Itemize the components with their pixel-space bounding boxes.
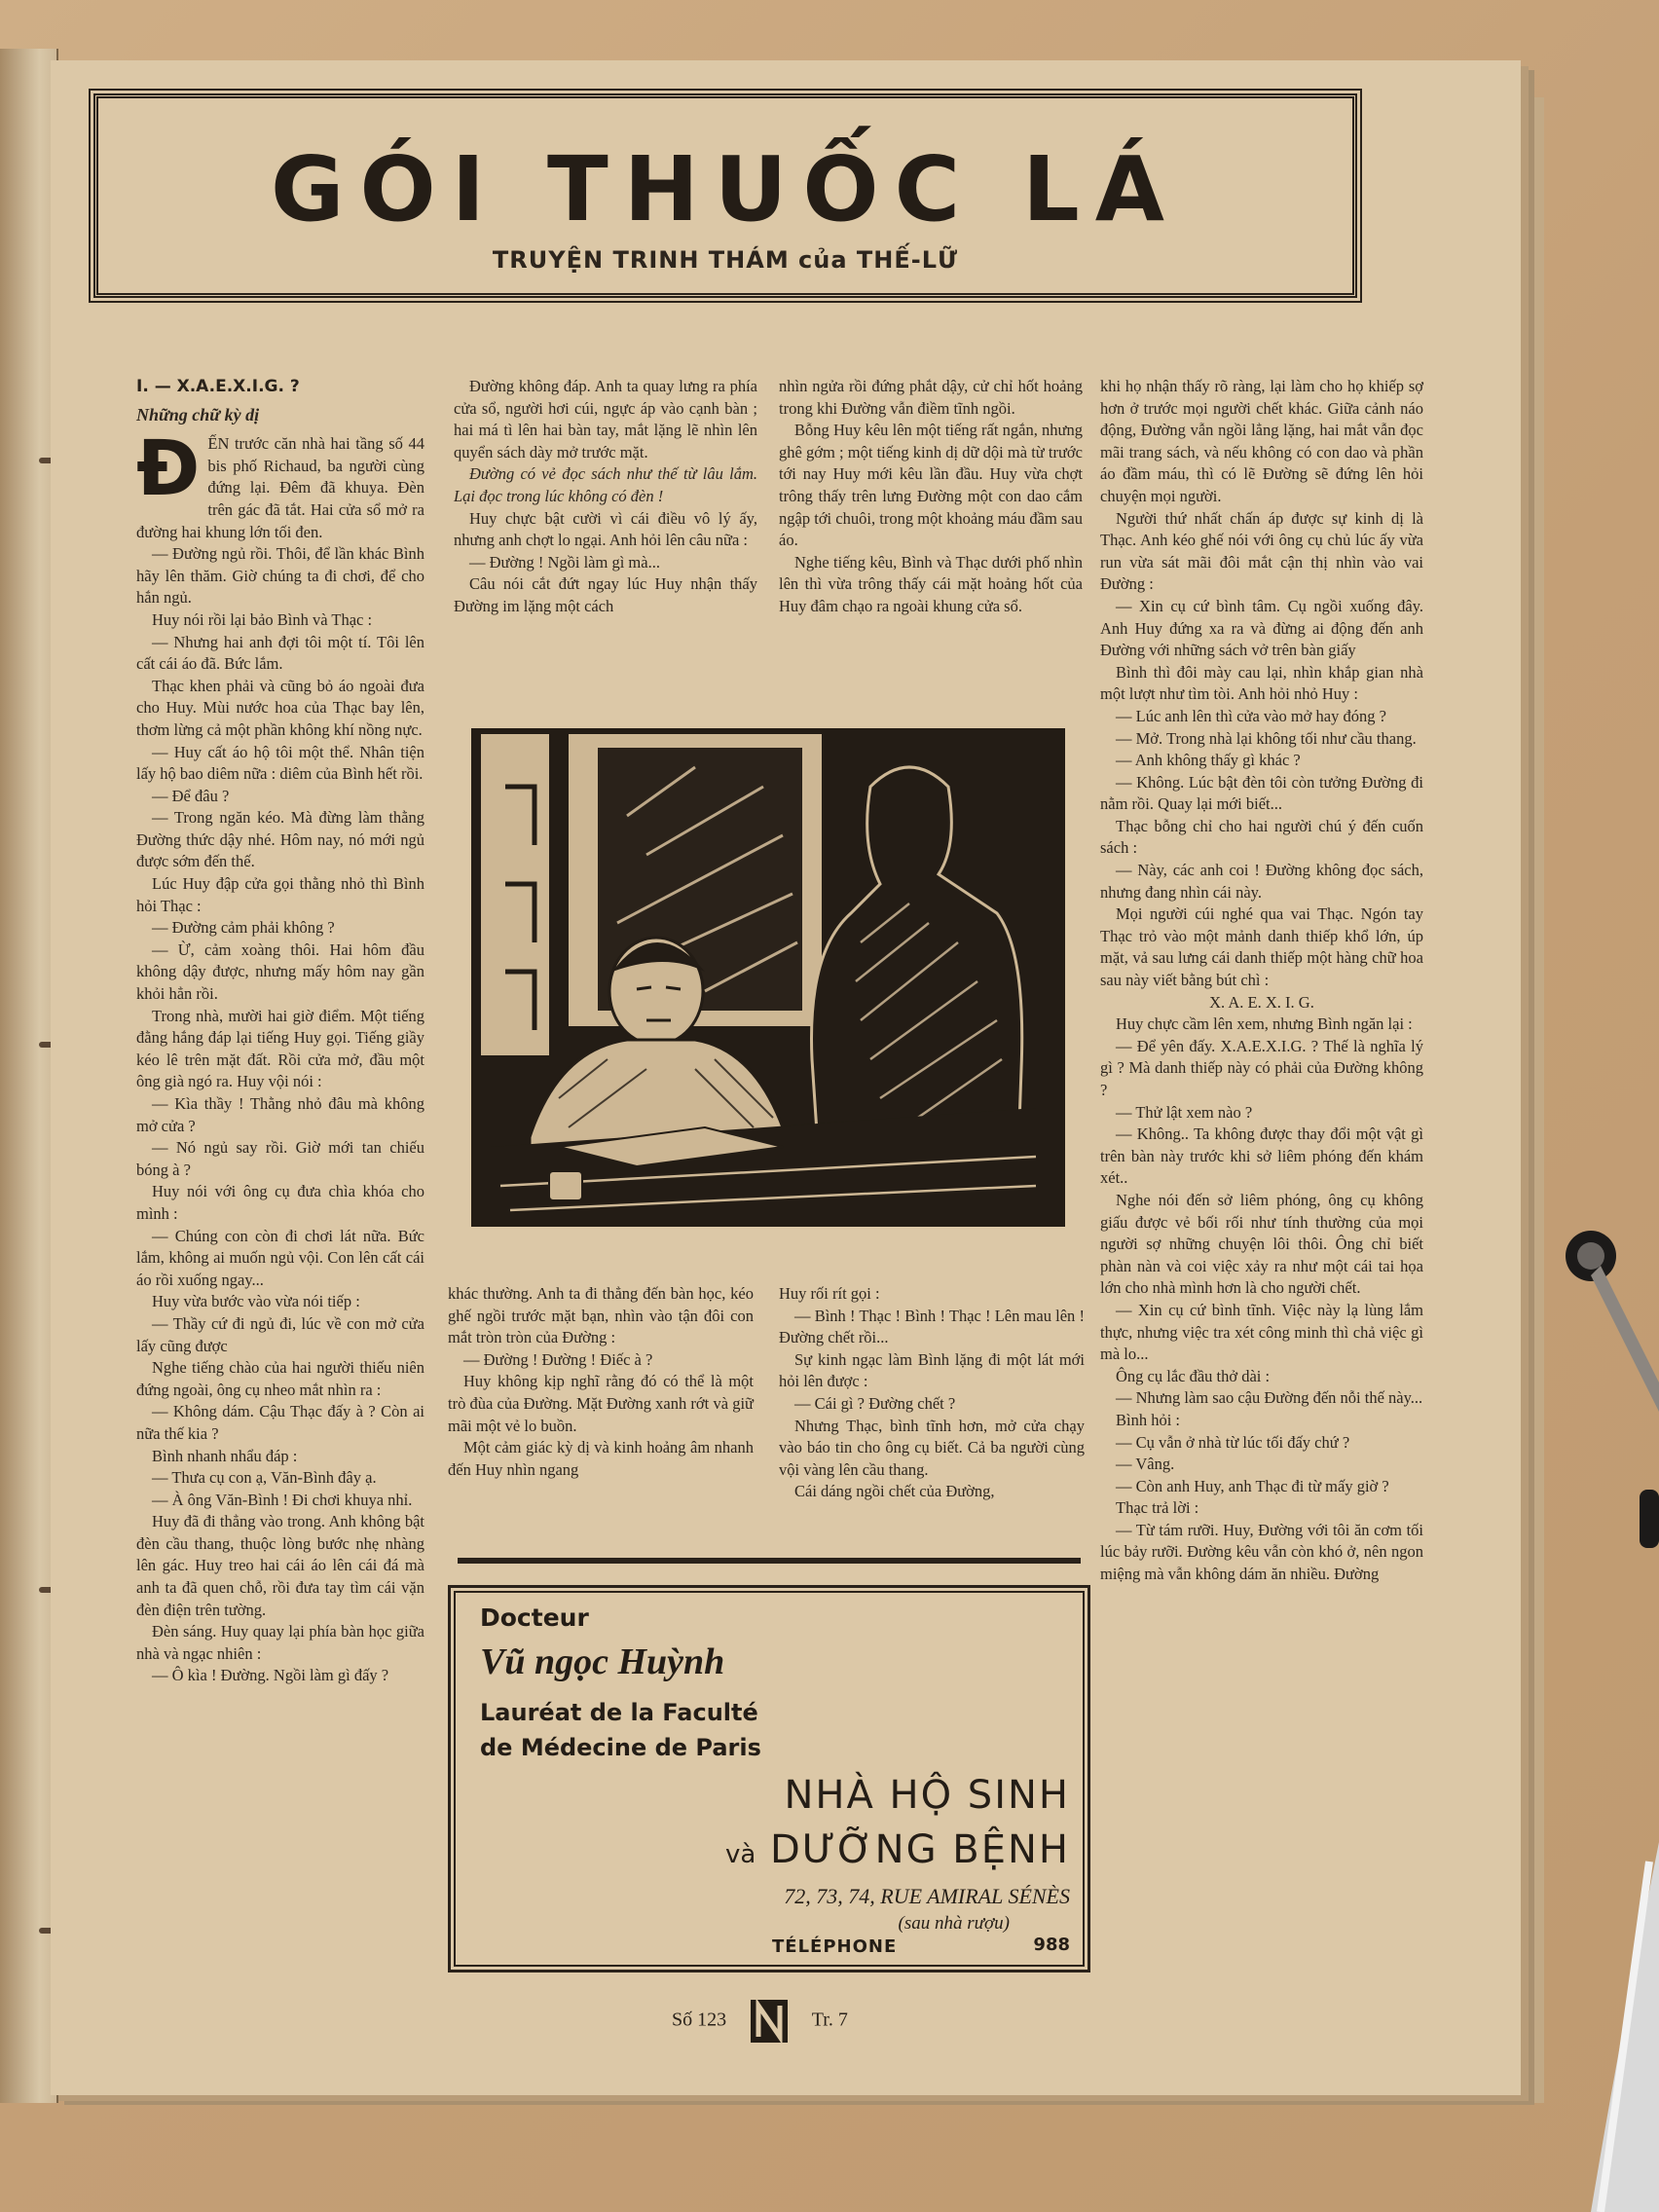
- paragraph: Nghe nói đến sở liêm phóng, ông cụ không giấu được vẻ bối rối như tính thường của mọi người sợ những chuyện lôi thôi. Ông chỉ biết phàn nàn và coi việc xảy ra như một cái tai họa lớn cho nhà mình hơn là cho người chết.: [1100, 1190, 1423, 1298]
- page-number: Tr. 7: [811, 2009, 848, 2031]
- paragraph: — Để yên đấy. X.A.E.X.I.G. ? Thế là nghĩa lý gì ? Mà danh thiếp này có phải của Đường không ?: [1100, 1036, 1423, 1099]
- paragraph: — Ô kìa ! Đường. Ngồi làm gì đấy ?: [152, 1666, 389, 1685]
- paragraph: — À ông Văn-Bình ! Đi chơi khuya nhỉ.: [152, 1490, 413, 1509]
- column-4: [1100, 376, 1423, 1586]
- page-stack-edge: [1519, 97, 1544, 2103]
- page-footer: [672, 1998, 848, 2045]
- paragraph: Huy rối rít gọi :: [779, 1284, 880, 1303]
- woodcut-illustration: [471, 728, 1065, 1227]
- paragraph: — Đường ngủ rồi. Thôi, để lần khác Bình hãy lên thăm. Giờ chúng ta đi chơi, để cho hắn ngủ.: [136, 544, 424, 608]
- paragraph: Ông cụ lắc đầu thở dài :: [1116, 1366, 1271, 1385]
- paragraph: — Anh không thấy gì khác ?: [1116, 751, 1301, 770]
- column-1: [136, 376, 424, 1687]
- column-2-bottom: [448, 1283, 754, 1481]
- paragraph: Huy chực bật cười vì cái điều vô lý ấy, nhưng anh chợt lo ngại. Anh hỏi lên câu nữa :: [454, 508, 757, 550]
- paragraph: khác thường. Anh ta đi thẳng đến bàn học, kéo ghế ngồi trước mặt bạn, nhìn vào tận đôi con mắt tròn tròn của Đường :: [448, 1284, 754, 1347]
- paragraph: Huy nói rồi lại bảo Bình và Thạc :: [152, 609, 373, 629]
- ad-credentials: Lauréat de la Faculté de Médecine de Paris: [480, 1699, 761, 1761]
- paragraph: Huy đã đi thẳng vào trong. Anh không bật đèn cầu thang, thuộc lòng bước nhẹ nhàng lên gác. Huy treo hai cái áo lên cái đá mà anh ta đã quen chỗ, rồi đưa tay tìm cái vặn đèn điện trên tường.: [136, 1512, 424, 1619]
- paragraph: — Vâng.: [1116, 1455, 1175, 1474]
- issue-number: Số 123: [672, 2009, 727, 2031]
- paragraph: Thạc trả lời :: [1116, 1498, 1199, 1518]
- drop-cap: Đ: [136, 425, 201, 514]
- ad-title: Docteur: [480, 1604, 589, 1632]
- lamp-stand-icon: [1532, 1842, 1659, 2212]
- paragraph: khi họ nhận thấy rõ ràng, lại làm cho họ khiếp sợ hơn ở trước mọi người chết khác. Giữa cảnh náo động, Đường vẫn ngồi lẳng lặng, hai mắt vẫn đọc mãi trang sách, và nếu không có con dao và phần áo đầm máu, thì có lẽ Đường sẽ đứng lên hỏi chuyện mọi người.: [1100, 377, 1423, 505]
- paragraph: — Không. Lúc bật đèn tôi còn tưởng Đường đi nằm rồi. Quay lại mới biết...: [1100, 772, 1423, 814]
- paragraph: Lúc Huy đập cửa gọi thằng nhỏ thì Bình hỏi Thạc :: [136, 874, 424, 915]
- paragraph: — Huy cất áo hộ tôi một thể. Nhân tiện lấy hộ bao diêm nữa : diêm của Bình hết rồi.: [136, 742, 424, 784]
- paragraph: Cái dáng ngồi chết của Đường,: [794, 1482, 995, 1501]
- paragraph: Một cảm giác kỳ dị và kinh hoảng âm nhanh đến Huy nhìn ngang: [448, 1438, 754, 1479]
- paragraph: — Đường cảm phải không ?: [152, 918, 335, 938]
- paragraph: — Xin cụ cứ bình tĩnh. Việc này lạ lùng lắm thực, nhưng việc tra xét công minh thì chả việc gì mà lo...: [1100, 1300, 1423, 1364]
- paragraph: Huy nói với ông cụ đưa chìa khóa cho mình :: [136, 1182, 424, 1223]
- paragraph: Huy vừa bước vào vừa nói tiếp :: [152, 1292, 360, 1311]
- paragraph: — Nó ngủ say rồi. Giờ mới tan chiếu bóng à ?: [136, 1138, 424, 1179]
- story-title: GÓI THUỐC LÁ: [270, 137, 1181, 241]
- paragraph: Người thứ nhất chấn áp được sự kinh dị là Thạc. Anh kéo ghế nói với ông cụ chủ lúc ấy vừa run vừa sát mãi đôi mắt cận thị nhìn vào vai Đường :: [1100, 508, 1423, 594]
- paragraph: Huy không kịp nghĩ rằng đó có thể là một trò đùa của Đường. Mặt Đường xanh rớt và giữ mãi một vẻ lo buồn.: [448, 1372, 754, 1435]
- paragraph: — Kìa thầy ! Thằng nhỏ đâu mà không mở cửa ?: [136, 1094, 424, 1135]
- doctor-advertisement: [448, 1585, 1090, 1972]
- ad-telephone-label: TÉLÉPHONE: [772, 1936, 898, 1957]
- paragraph: Đường không đáp. Anh ta quay lưng ra phía cửa sổ, người hơi cúi, ngực áp vào cạnh bàn ; hai má tì lên hai bàn tay, mắt lặng lẽ nhìn lên quyển sách dày mở trước mặt.: [454, 377, 757, 461]
- paragraph: nhìn ngửa rồi đứng phắt dậy, cử chỉ hốt hoảng trong khi Đường vẫn điềm tĩnh ngồi.: [779, 377, 1083, 418]
- ad-clinic-line-2: và DƯỠNG BỆNH: [724, 1827, 1070, 1872]
- paragraph: — Bình ! Thạc ! Bình ! Thạc ! Lên mau lên ! Đường chết rồi...: [779, 1306, 1085, 1347]
- paragraph: Nghe tiếng kêu, Bình và Thạc dưới phố nhìn lên thì vừa trông thấy cái mặt hoảng hốt của Huy đâm chạo ra ngoài khung cửa sổ.: [779, 552, 1083, 615]
- paragraph: — Còn anh Huy, anh Thạc đi từ mấy giờ ?: [1116, 1476, 1389, 1495]
- paragraph: — Thầy cứ đi ngủ đi, lúc về con mở cửa lấy cũng được: [136, 1313, 424, 1355]
- paragraph: — Ừ, cảm xoàng thôi. Hai hôm đầu không dậy được, nhưng mấy hôm nay gần khỏi hẳn rồi.: [136, 940, 424, 1004]
- paragraph: ĐẾN trước căn nhà hai tầng số 44 bis phố Richaud, ba người cùng đứng lại. Đêm đã khuya. Đèn trên gác đã tắt. Hai cửa sổ mở ra đường hai khung lớn tối đen.: [136, 425, 424, 541]
- paragraph: — Lúc anh lên thì cửa vào mở hay đóng ?: [1116, 706, 1386, 725]
- paragraph: Huy chực cầm lên xem, nhưng Bình ngăn lại :: [1116, 1014, 1413, 1034]
- paragraph: — Không dám. Cậu Thạc đấy à ? Còn ai nữa thế kia ?: [136, 1402, 424, 1443]
- paragraph: — Mở. Trong nhà lại không tối như cầu thang.: [1116, 728, 1417, 748]
- newspaper-logo-icon: [749, 1998, 790, 2045]
- paragraph: Bình thì đôi mày cau lại, nhìn khắp gian nhà một lượt như tìm tòi. Anh hỏi nhỏ Huy :: [1100, 662, 1423, 704]
- story-header: [93, 93, 1357, 298]
- paragraph: Mọi người cúi nghé qua vai Thạc. Ngón tay Thạc trỏ vào một mảnh danh thiếp khổ lớn, úp mặt, vả sau lưng cái danh thiếp một hàng chữ hoa sau này viết bằng bút chì :: [1100, 904, 1423, 990]
- paragraph: Thạc khen phải và cũng bỏ áo ngoài đưa cho Huy. Mùi nước hoa của Thạc bay lên, thơm lừng cả một phần không khí nồng nực.: [136, 676, 424, 739]
- paragraph: — Cái gì ? Đường chết ?: [794, 1393, 956, 1413]
- cipher-text: X. A. E. X. I. G.: [1209, 992, 1314, 1012]
- paragraph: Trong nhà, mười hai giờ điểm. Một tiếng đằng hắng đáp lại tiếng Huy gọi. Tiếng giầy kéo lê trên mặt đất. Rồi cửa mở, đầu một ông già ngó ra. Huy vội nói :: [136, 1006, 424, 1091]
- paragraph: Bỗng Huy kêu lên một tiếng rất ngắn, nhưng ghê gớm ; một tiếng kinh dị dữ dội mà từ trước tới nay Huy mới kêu lần đầu. Huy vừa chợt trông thấy trên lưng Đường một con dao cắm ngập tới chuôi, trong một khoảng máu đầm sau áo.: [779, 421, 1083, 550]
- story-subtitle: TRUYỆN TRINH THÁM của THẾ-LỮ: [492, 246, 959, 274]
- column-2-top: [454, 376, 757, 618]
- ad-doctor-name: Vũ ngọc Huỳnh: [480, 1641, 725, 1682]
- paragraph: Nhưng Thạc, bình tĩnh hơn, mở cửa chạy vào báo tin cho ông cụ biết. Cả ba người cùng vội vàng lên cầu thang.: [779, 1416, 1085, 1479]
- ad-address: 72, 73, 74, RUE AMIRAL SÉNÈS: [784, 1884, 1070, 1908]
- paragraph: Đường có vẻ đọc sách như thế từ lâu lắm. Lại đọc trong lúc không có đèn !: [454, 464, 757, 505]
- paragraph: Sự kinh ngạc làm Bình lặng đi một lát mới hỏi lên được :: [779, 1349, 1085, 1391]
- paragraph: — Này, các anh coi ! Đường không đọc sách, nhưng đang nhìn cái này.: [1100, 861, 1423, 902]
- paragraph: — Để đâu ?: [152, 786, 230, 805]
- column-3-bottom: [779, 1283, 1085, 1503]
- paragraph: Bình nhanh nhẩu đáp :: [152, 1446, 298, 1465]
- paragraph: Nghe tiếng chào của hai người thiếu niên đứng ngoài, ông cụ nheo mắt nhìn ra :: [136, 1358, 424, 1399]
- paragraph: Bình hỏi :: [1116, 1410, 1181, 1429]
- paragraph: — Cụ vẫn ở nhà từ lúc tối đấy chứ ?: [1116, 1432, 1350, 1452]
- section-heading: I. — X.A.E.X.I.G. ?: [136, 377, 300, 396]
- paragraph: — Đường ! Ngồi làm gì mà...: [469, 552, 660, 571]
- paragraph: — Chúng con còn đi chơi lát nữa. Bức lắm, không ai muốn ngủ vội. Con lên cất cái áo rồi xuống ngay...: [136, 1226, 424, 1289]
- column-3-top: [779, 376, 1083, 618]
- paragraph: — Thưa cụ con ạ, Văn-Bình đây ạ.: [152, 1468, 377, 1488]
- paragraph: Câu nói cắt đứt ngay lúc Huy nhận thấy Đường im lặng một cách: [454, 574, 757, 615]
- paragraph: — Thử lật xem nào ?: [1116, 1102, 1253, 1122]
- paragraph: — Nhưng làm sao cậu Đường đến nỗi thế này...: [1116, 1388, 1423, 1408]
- left-page-edge: [0, 49, 58, 2103]
- ad-telephone-number: 988: [1033, 1935, 1070, 1955]
- paragraph: — Trong ngăn kéo. Mà đừng làm thằng Đường thức dậy nhé. Hôm nay, nó mới ngủ được sớm đến thế.: [136, 808, 424, 871]
- paragraph: — Không.. Ta không được thay đổi một vật gì trên bàn này trước khi sở liêm phóng đến khám xét..: [1100, 1124, 1423, 1188]
- divider-rule: [458, 1558, 1081, 1564]
- paragraph: Đèn sáng. Huy quay lại phía bàn học giữa nhà và ngạc nhiên :: [136, 1622, 424, 1663]
- paragraph: — Đường ! Đường ! Điếc à ?: [463, 1349, 653, 1369]
- pen-icon: [1562, 1217, 1659, 1606]
- paragraph: — Nhưng hai anh đợi tôi một tí. Tôi lên cất cái áo đã. Bức lắm.: [136, 632, 424, 674]
- paragraph: — Xin cụ cứ bình tâm. Cụ ngồi xuống đây. Anh Huy đứng xa ra và đừng ai động đến anh Đường với những sách vở trên bàn giấy: [1100, 596, 1423, 660]
- ad-address-note: (sau nhà rượu): [898, 1913, 1010, 1934]
- paragraph: Thạc bỗng chỉ cho hai người chú ý đến cuốn sách :: [1100, 816, 1423, 858]
- ad-clinic-line-1: NHÀ HỘ SINH: [784, 1773, 1070, 1818]
- section-subhead: Những chữ kỳ dị: [136, 404, 260, 424]
- paragraph: — Từ tám rưỡi. Huy, Đường với tôi ăn cơm tối lúc bảy rưỡi. Đường kêu vẫn còn khó ở, nên ngon miệng mà vẫn không dám ăn nhiều. Đường: [1100, 1520, 1423, 1584]
